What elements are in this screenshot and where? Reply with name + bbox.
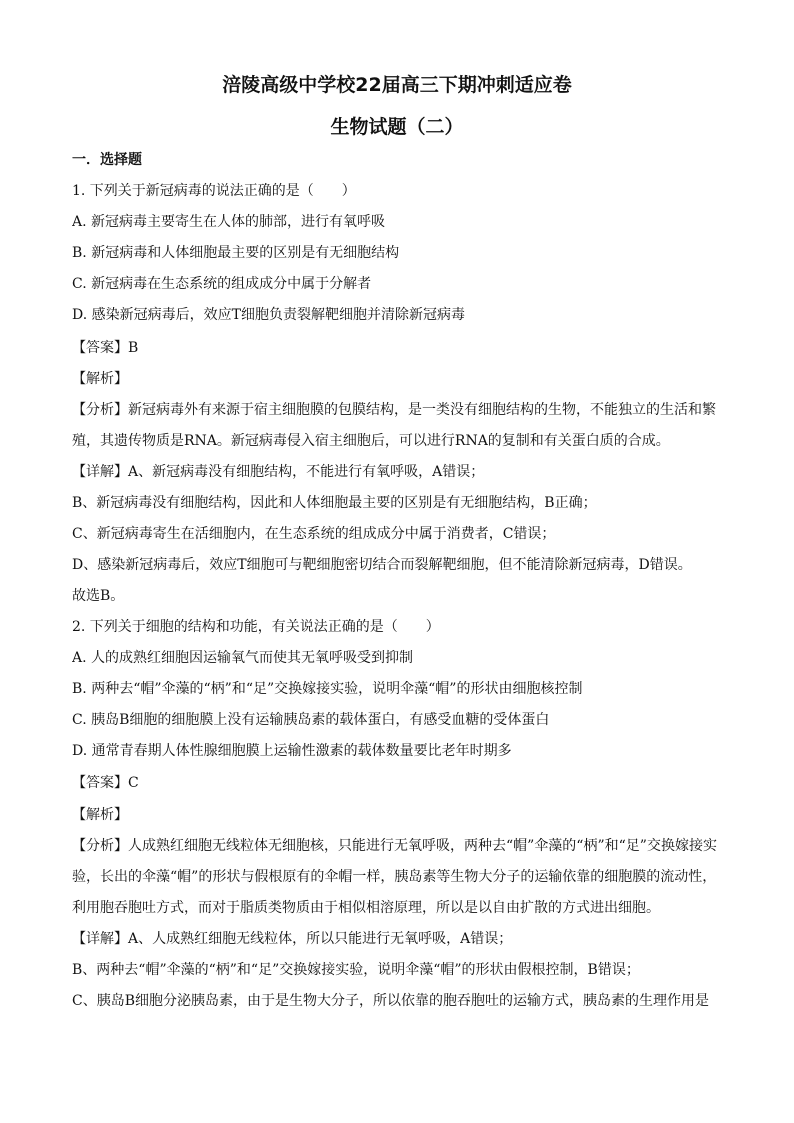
q2-detail-line: C、胰岛B细胞分泌胰岛素，由于是生物大分子，所以依靠的胞吞胞吐的运输方式，胰岛素的生理作用是: [72, 993, 709, 1009]
q2-answer: 【答案】C: [72, 775, 139, 791]
q2-option-a: A. 人的成熟红细胞因运输氧气而使其无氧呼吸受到抑制: [72, 650, 414, 666]
q2-analysis-line: 利用胞吞胞吐方式，而对于脂质类物质由于相似相溶原理，所以是以自由扩散的方式进出细胞。: [72, 900, 660, 916]
q1-detail-line: D、感染新冠病毒后，效应T细胞可与靶细胞密切结合而裂解靶细胞，但不能清除新冠病毒，D错误。: [72, 557, 692, 573]
q1-analysis-label: 【解析】: [72, 371, 128, 387]
exam-title: 涪陵高级中学校22届高三下期冲刺适应卷: [222, 74, 572, 96]
q1-stem: 1. 下列关于新冠病毒的说法正确的是（ ）: [72, 183, 356, 199]
q1-detail-line: B、新冠病毒没有细胞结构，因此和人体细胞最主要的区别是有无细胞结构，B正确；: [72, 495, 597, 511]
q2-detail-line: B、两种去“帽”伞藻的“柄”和“足”交换嫁接实验，说明伞藻“帽”的形状由假根控制，B错误；: [72, 962, 640, 978]
q2-analysis-label: 【解析】: [72, 807, 128, 823]
q1-option-b: B. 新冠病毒和人体细胞最主要的区别是有无细胞结构: [72, 245, 400, 261]
q2-analysis-line: 验，长出的伞藻“帽”的形状与假根原有的伞帽一样，胰岛素等生物大分子的运输依靠的细胞膜的流动性，: [72, 869, 717, 885]
section-heading: 一．选择题: [72, 152, 142, 168]
q2-stem: 2. 下列关于细胞的结构和功能，有关说法正确的是（ ）: [72, 619, 440, 635]
q1-detail-line: C、新冠病毒寄生在活细胞内，在生态系统的组成成分中属于消费者，C错误；: [72, 526, 556, 542]
q2-option-d: D. 通常青春期人体性腺细胞膜上运输性激素的载体数量要比老年时期多: [72, 743, 512, 759]
q2-option-b: B. 两种去“帽”伞藻的“柄”和“足”交换嫁接实验，说明伞藻“帽”的形状由细胞核控制: [72, 681, 583, 697]
q1-option-d: D. 感染新冠病毒后，效应T细胞负责裂解靶细胞并清除新冠病毒: [72, 307, 465, 323]
q2-detail-line: 【详解】A、人成熟红细胞无线粒体，所以只能进行无氧呼吸，A错误；: [72, 931, 513, 947]
q1-detail-line: 【详解】A、新冠病毒没有细胞结构，不能进行有氧呼吸，A错误；: [72, 464, 485, 480]
q1-option-a: A. 新冠病毒主要寄生在人体的肺部，进行有氧呼吸: [72, 214, 386, 230]
q2-option-c: C. 胰岛B细胞的细胞膜上没有运输胰岛素的载体蛋白，有感受血糖的受体蛋白: [72, 712, 550, 728]
q1-analysis-line: 殖，其遗传物质是RNA。新冠病毒侵入宿主细胞后，可以进行RNA的复制和有关蛋白质的合成。: [72, 433, 670, 449]
q1-answer: 【答案】B: [72, 340, 139, 356]
q1-option-c: C. 新冠病毒在生态系统的组成成分中属于分解者: [72, 276, 372, 292]
exam-subtitle: 生物试题（二）: [330, 116, 464, 138]
q1-conclusion: 故选B。: [72, 588, 125, 604]
q2-analysis-line: 【分析】人成熟红细胞无线粒体无细胞核，只能进行无氧呼吸，两种去“帽”伞藻的“柄”和“足”交换嫁接实: [72, 838, 717, 854]
q1-analysis-line: 【分析】新冠病毒外有来源于宿主细胞膜的包膜结构，是一类没有细胞结构的生物，不能独立的生活和繁: [72, 402, 716, 418]
